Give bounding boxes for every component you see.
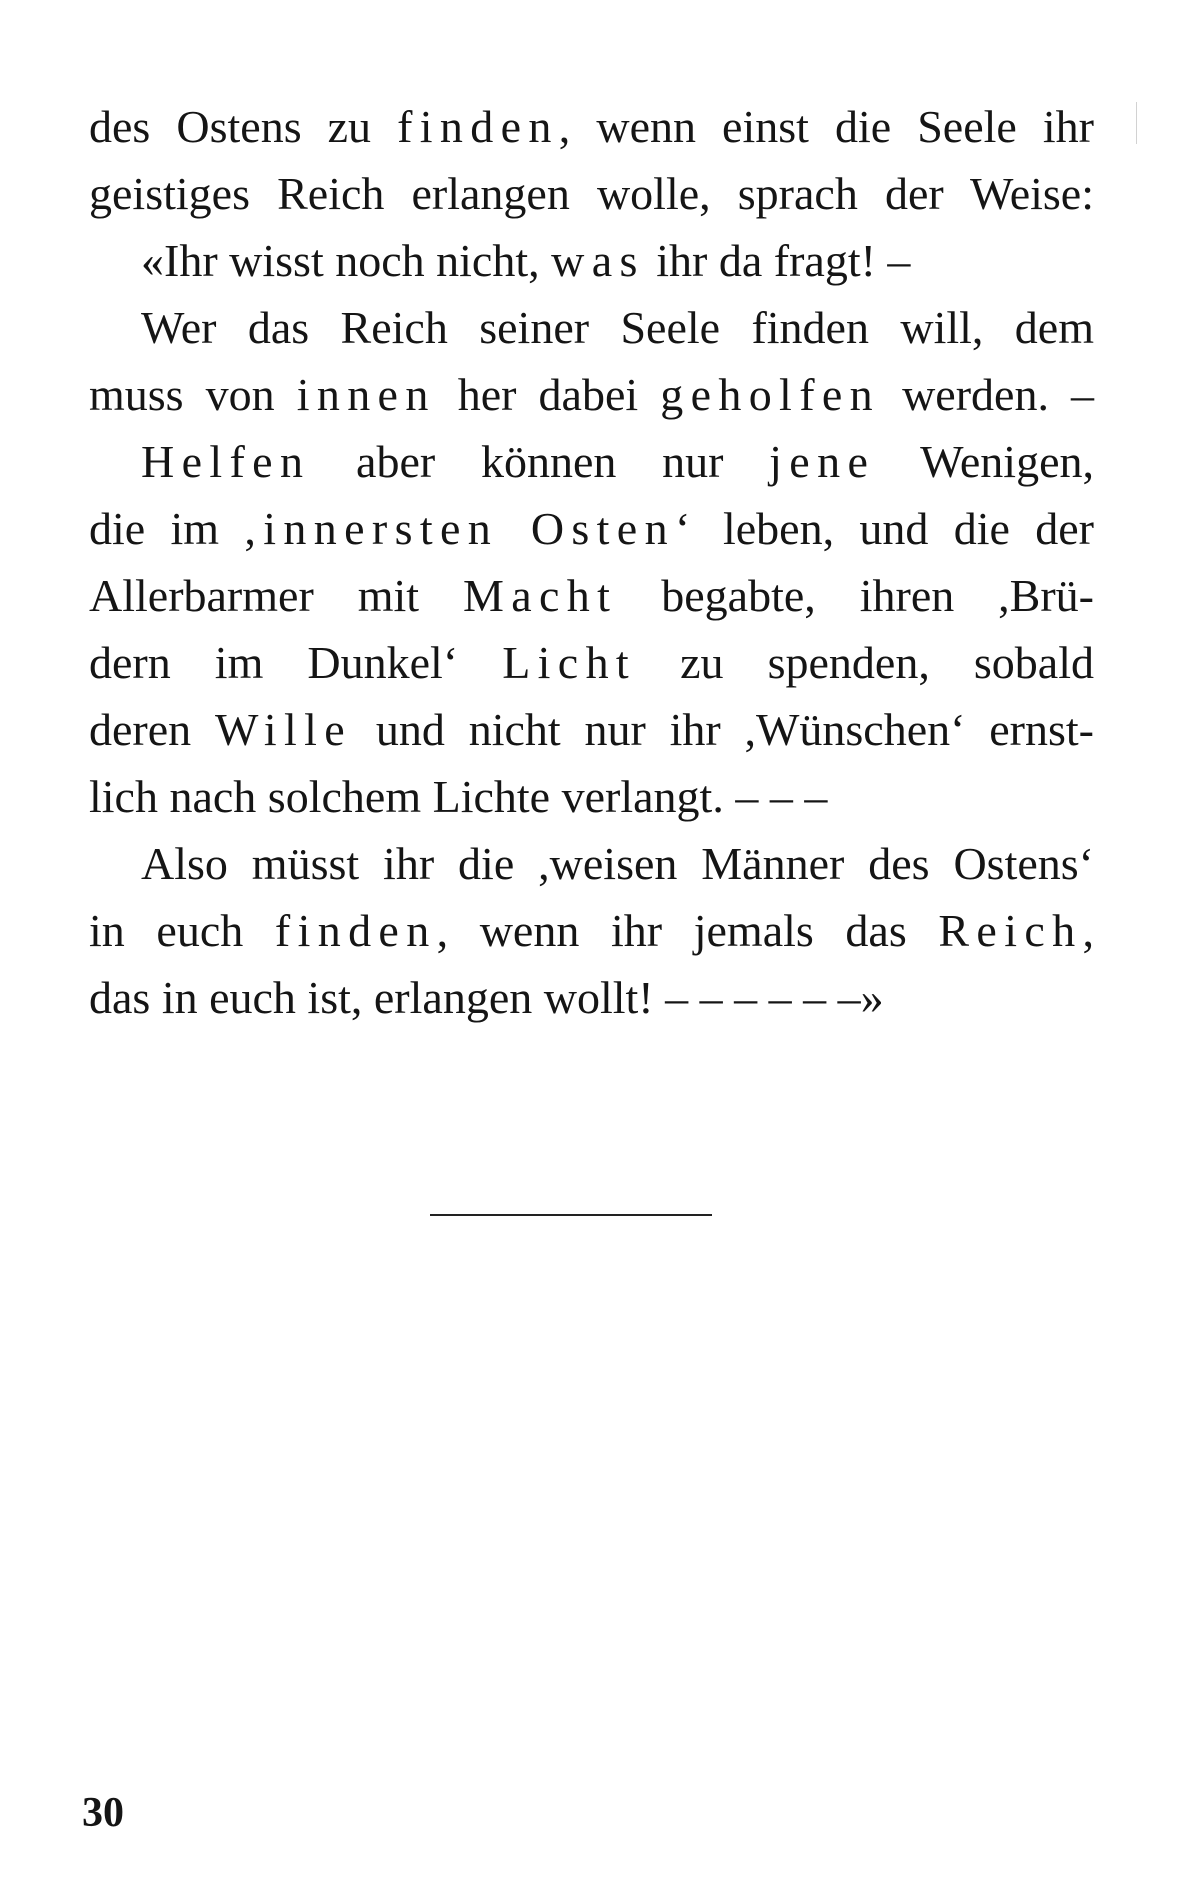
emphasis-spaced-word: Macht	[462, 570, 618, 621]
line-segment: leben, und die der	[697, 503, 1094, 554]
emphasis-spaced-word: innen	[296, 369, 436, 420]
text-line	[89, 428, 1094, 495]
emphasis-spaced-word: finden	[397, 101, 559, 152]
line-segment: Also müsst ihr die ,weisen Männer des Ostens‘	[141, 838, 1094, 889]
page-edge-shadow	[1136, 102, 1137, 144]
line-segment: in euch	[89, 905, 275, 956]
text-line	[89, 629, 1094, 696]
text-line	[89, 361, 1094, 428]
emphasis-spaced-word: geholfen	[660, 369, 881, 420]
text-line	[89, 160, 1094, 227]
line-segment: dern im Dunkel‘	[89, 637, 503, 688]
section-divider	[430, 1214, 712, 1216]
text-line	[89, 696, 1094, 763]
line-segment: geistiges Reich erlangen wolle, sprach der Weise:	[89, 168, 1094, 219]
line-segment: zu spenden, sobald	[636, 637, 1094, 688]
line-segment: das in euch ist, erlangen wollt! – – – – – –»	[89, 972, 884, 1023]
line-segment: und nicht nur ihr ,Wünschen‘ ernst-	[352, 704, 1094, 755]
line-segment: werden. –	[880, 369, 1094, 420]
emphasis-spaced-word: jene	[769, 436, 876, 487]
emphasis-spaced-phrase: ,innersten Osten‘	[244, 503, 698, 554]
text-line	[89, 495, 1094, 562]
emphasis-spaced-word: Helfen	[141, 436, 311, 487]
line-segment: ,	[1082, 905, 1094, 956]
line-segment: begabte, ihren ,Brü-	[617, 570, 1094, 621]
line-segment: deren	[89, 704, 215, 755]
text-line	[89, 964, 1094, 1031]
text-line	[89, 93, 1094, 160]
line-segment: des Ostens zu	[89, 101, 398, 152]
line-segment: ihr da fragt! –	[644, 235, 911, 286]
line-segment: aber können nur	[310, 436, 770, 487]
text-line	[89, 763, 1094, 830]
emphasis-spaced-word: Licht	[502, 637, 637, 688]
line-segment: Wenigen,	[875, 436, 1094, 487]
line-segment: lich nach solchem Lichte verlangt. – – –	[89, 771, 828, 822]
line-segment: , wenn einst die Seele ihr	[558, 101, 1094, 152]
line-segment: Wer das Reich seiner Seele finden will, dem	[141, 302, 1094, 353]
emphasis-spaced-word: finden	[274, 905, 437, 956]
body-text	[89, 93, 1094, 1031]
text-line	[89, 562, 1094, 629]
emphasis-spaced-word: Wille	[214, 704, 353, 755]
text-line	[89, 227, 1094, 294]
emphasis-spaced-word: was	[551, 235, 645, 286]
emphasis-spaced-word: Reich	[938, 905, 1083, 956]
page-number: 30	[82, 1790, 124, 1836]
text-line	[89, 294, 1094, 361]
text-line	[89, 897, 1094, 964]
line-segment: Allerbarmer mit	[89, 570, 463, 621]
line-segment: muss von	[89, 369, 297, 420]
line-segment: her dabei	[435, 369, 661, 420]
line-segment: «Ihr wisst noch nicht,	[141, 235, 552, 286]
line-segment: , wenn ihr jemals das	[436, 905, 939, 956]
line-segment: die im	[89, 503, 245, 554]
text-line	[89, 830, 1094, 897]
